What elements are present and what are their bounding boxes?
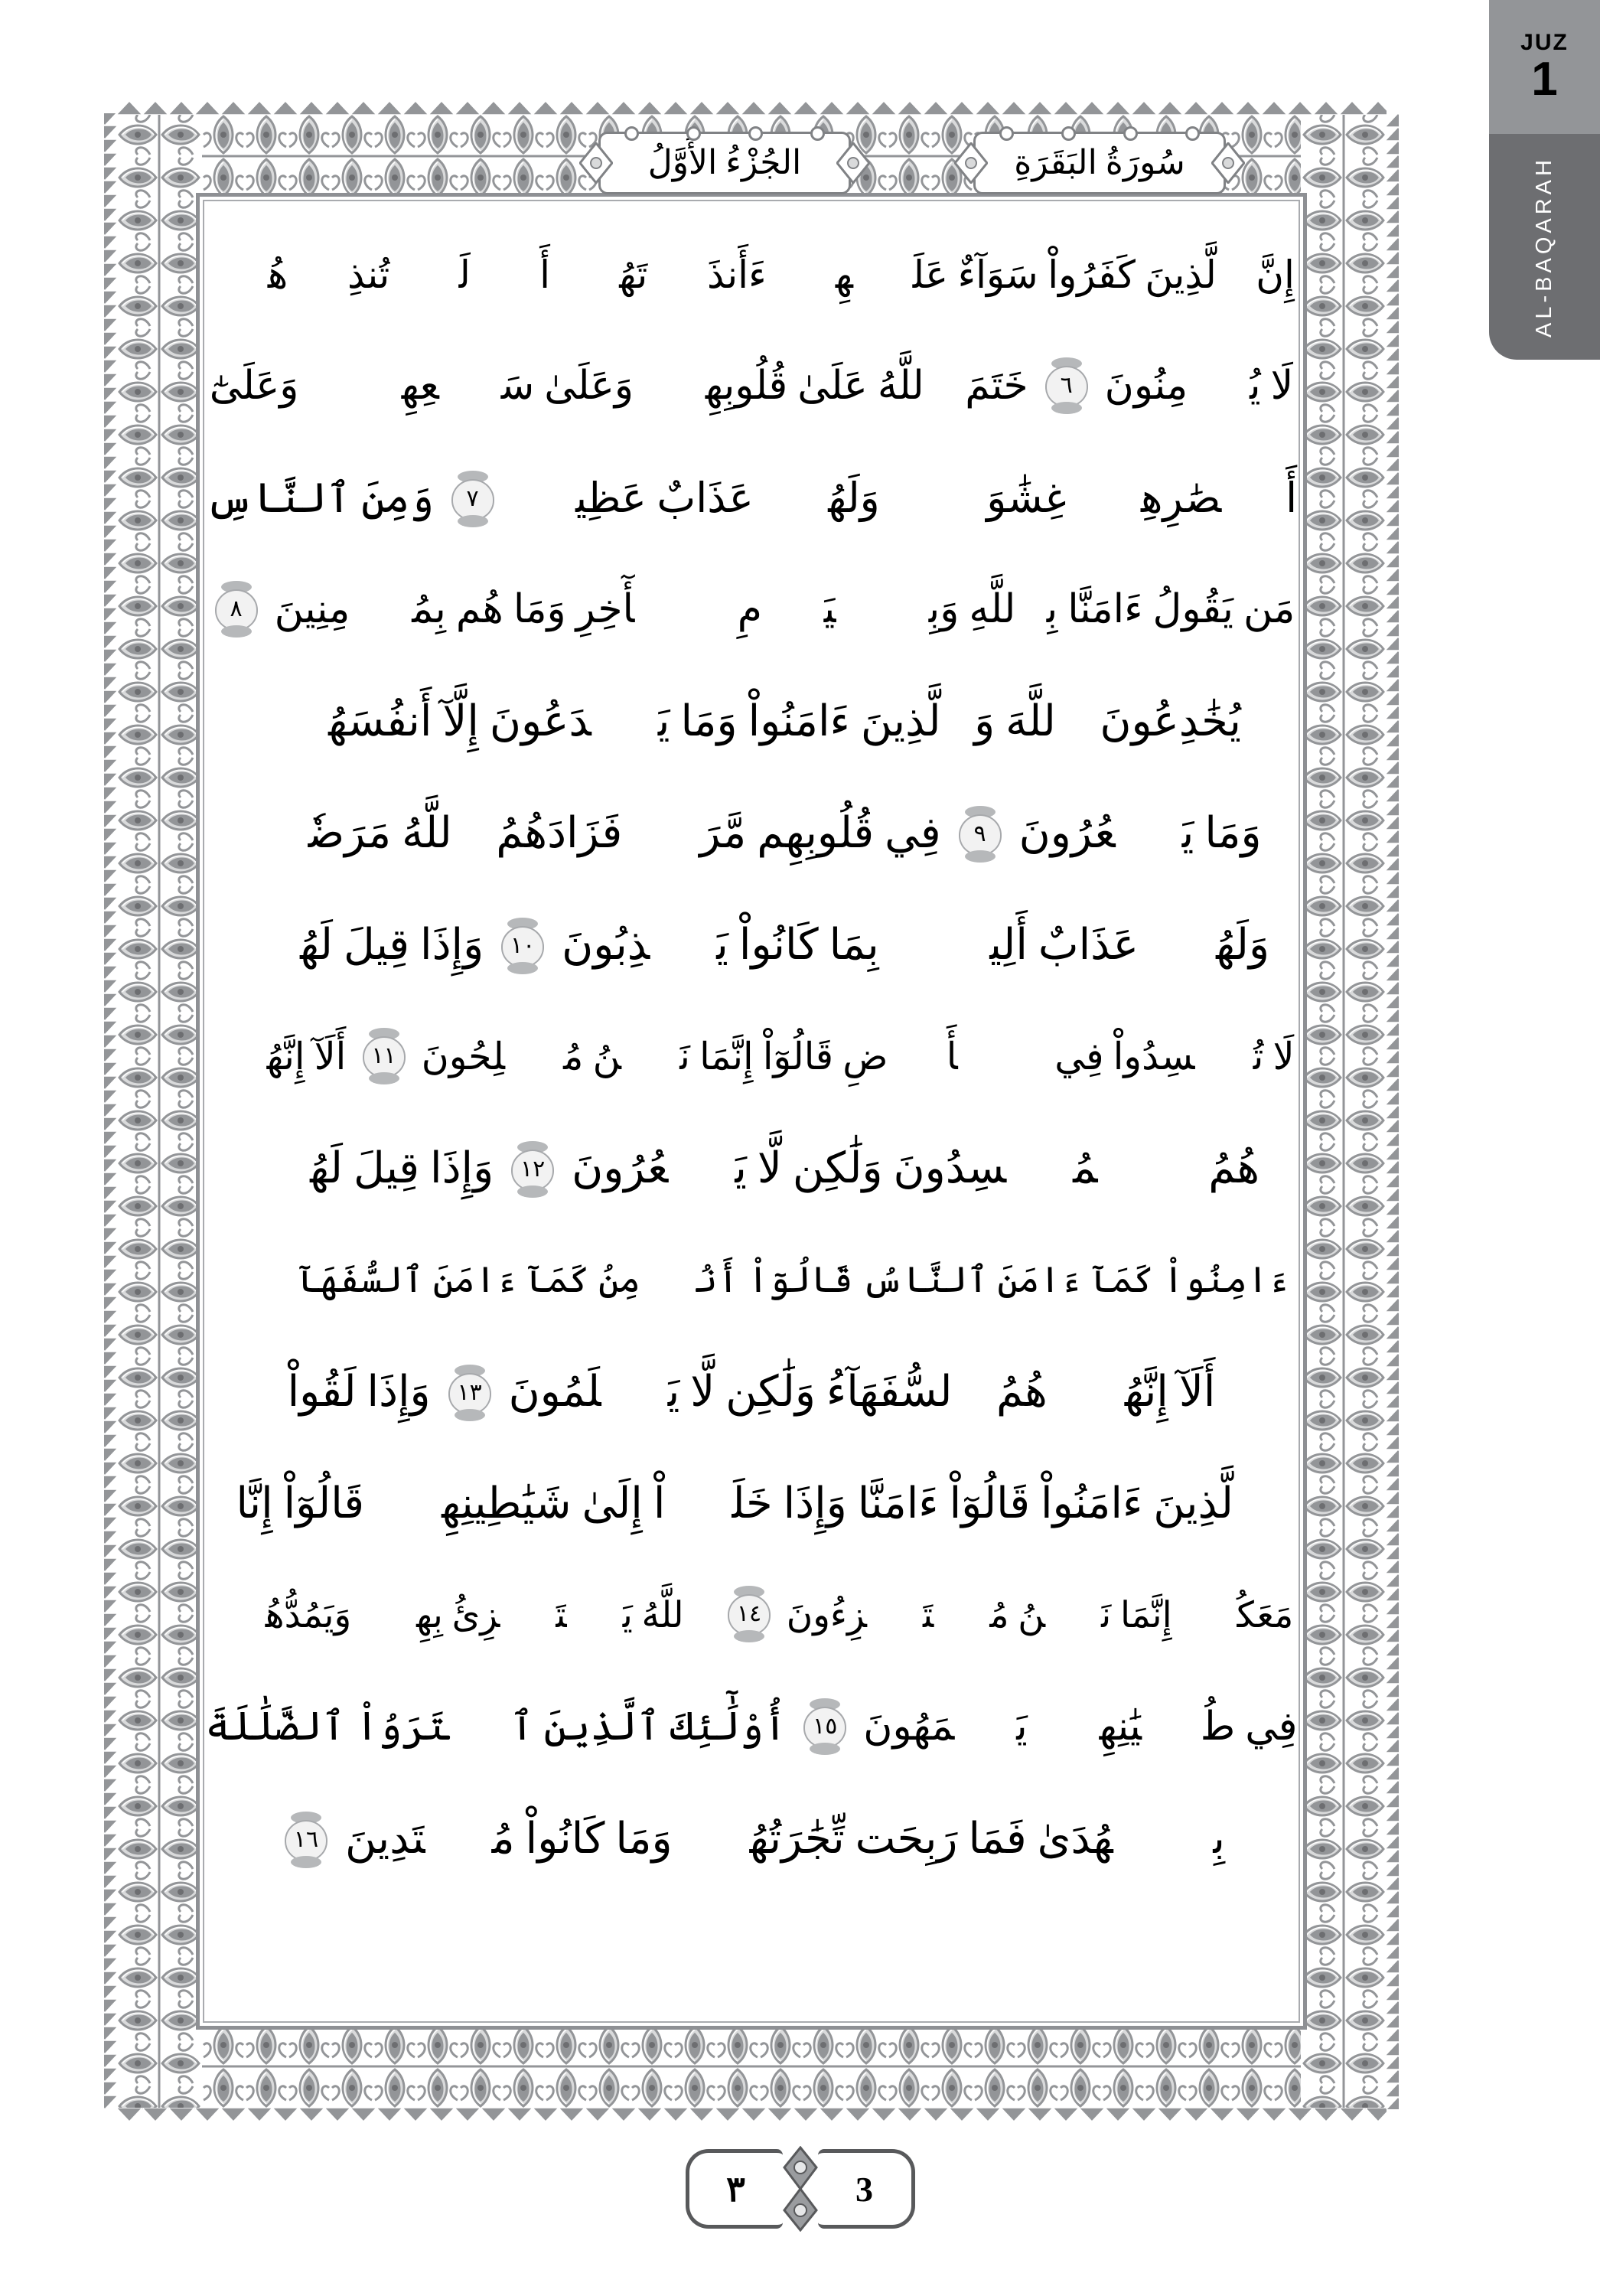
scallop-edge-right: [1385, 113, 1399, 2109]
ayah-number-marker[interactable]: [1043, 362, 1090, 409]
side-tab-group: [1489, 0, 1600, 360]
cartouche-studs: [601, 127, 849, 139]
ayah-text-segment: ٱللَّهُ يَسۡتَهۡزِئُ بِهِمۡ وَيَمُدُّهُمۡ: [209, 1596, 712, 1636]
quran-text-line: [205, 889, 1298, 1001]
ornament-border-right: [1301, 113, 1387, 2109]
quran-text-line: [205, 331, 1298, 442]
ayah-number-marker[interactable]: [213, 585, 260, 633]
page-number-arabic: ٣: [686, 2149, 783, 2229]
quran-text-line: [205, 219, 1298, 331]
ayah-number-marker[interactable]: [725, 1590, 773, 1638]
ayah-number-marker[interactable]: [282, 1816, 330, 1864]
ayah-text-segment: لَا تُفۡسِدُواْ فِي ٱلۡأَرۡضِ قَالُوٓاْ إِنَّمَا نَحۡنُ مُصۡلِحُونَ: [421, 1035, 1295, 1078]
cartouche-lozenge-icon: [836, 142, 870, 184]
ayah-text-segment: أَبۡصَٰرِهِمۡ غِشَٰوَةٞۖ وَلَهُمۡ عَذَابٌ عَظِيمٞ: [511, 475, 1298, 521]
ayah-text-segment: أَلَآ إِنَّهُمۡ هُمُ ٱلسُّفَهَآءُ وَلَٰكِن لَّا يَعۡلَمُونَ: [508, 1368, 1216, 1416]
quran-text-line: [205, 1113, 1298, 1225]
ornament-border-bottom: [116, 2024, 1387, 2109]
ayah-text-segment: فِي قُلُوبِهِم مَّرَضٞ فَزَادَهُمُ ٱللَّهُ مَرَضٗاۖ: [241, 810, 941, 857]
cartouche-lozenge-icon: [954, 142, 988, 184]
ayah-text-segment: أَلَآ إِنَّهُمۡ: [208, 1035, 347, 1078]
cartouche-lozenge-icon: [1211, 142, 1245, 184]
quran-text-line: [205, 778, 1298, 889]
cartouche-studs: [976, 127, 1224, 139]
ayah-text-segment: خَتَمَ ٱللَّهُ عَلَىٰ قُلُوبِهِمۡ وَعَلَىٰ سَمۡعِهِمۡۖ وَعَلَىٰٓ: [209, 364, 1028, 408]
ayah-text-segment: مَعَكُمۡ إِنَّمَا نَحۡنُ مُسۡتَهۡزِءُونَ: [786, 1596, 1294, 1636]
quran-text-line: [205, 1001, 1298, 1113]
quran-text-line: [205, 1560, 1298, 1671]
ayah-text-segment: وَإِذَا لَقُواْ: [287, 1368, 431, 1416]
ayah-text-segment: وَإِذَا قِيلَ لَهُمۡ: [233, 921, 484, 969]
page-number-latin: 3: [818, 2149, 915, 2229]
cartouche-knot-icon: [783, 2146, 818, 2232]
ayah-text-segment: يُخَٰدِعُونَ ٱللَّهَ وَٱلَّذِينَ ءَامَنُواْ وَمَا يَخۡدَعُونَ إِلَّآ أَنفُسَهُمۡ: [262, 698, 1241, 745]
juz-tab-label: JUZ: [1520, 29, 1569, 55]
ayah-number-text: ١٠: [510, 933, 536, 958]
ayah-text-segment: إِنَّ ٱلَّذِينَ كَفَرُواْ سَوَآءٌ عَلَيۡهِمۡ ءَأَنذَرۡتَهُمۡ أَمۡ لَمۡ تُنذِرۡهُمۡ: [208, 253, 1295, 296]
ayah-number-text: ١٣: [457, 1380, 482, 1405]
juz-tab-number: 1: [1531, 52, 1558, 106]
ayah-text-segment: فِي طُغۡيَٰنِهِمۡ يَعۡمَهُونَ: [863, 1705, 1298, 1749]
ayah-number-text: ٦: [1060, 373, 1073, 398]
ayah-text-segment: ٱلَّذِينَ ءَامَنُواْ قَالُوٓاْ ءَامَنَّا وَإِذَا خَلَوۡاْ إِلَىٰ شَيَٰطِينِهِمۡ قَالُوٓاْ إِنَّا: [236, 1480, 1267, 1528]
quran-text-line: [205, 1336, 1298, 1448]
scallop-edge-top: [116, 101, 1387, 115]
ayah-number-marker[interactable]: [956, 810, 1004, 858]
ayah-number-text: ٩: [973, 821, 986, 846]
ayah-text-segment: ءَامِنُواْ كَمَآ ءَامَنَ ٱلنَّاسُ قَالُوٓاْ أَنُؤۡمِنُ كَمَآ ءَامَنَ ٱلسُّفَهَآءُۗ: [213, 1261, 1289, 1300]
ayah-number-text: ١٥: [813, 1714, 838, 1739]
ayah-number-marker[interactable]: [509, 1146, 556, 1193]
juz-tab[interactable]: [1489, 0, 1600, 134]
ayah-number-text: ٨: [230, 596, 243, 621]
ayah-text-segment: مَن يَقُولُ ءَامَنَّا بِٱللَّهِ وَبِٱلۡيَوۡمِ ٱلۡأٓخِرِ وَمَا هُم بِمُؤۡمِنِينَ: [274, 588, 1295, 631]
ayah-text-segment: وَلَهُمۡ عَذَابٌ أَلِيمُۢ بِمَا كَانُواْ يَكۡذِبُونَ: [562, 921, 1270, 969]
ayah-text-segment: بِٱلۡهُدَىٰ فَمَا رَبِحَت تِّجَٰرَتُهُمۡ وَمَا كَانُواْ مُهۡتَدِينَ: [345, 1815, 1225, 1863]
ayah-number-marker[interactable]: [801, 1703, 849, 1750]
ayah-number-marker[interactable]: [499, 922, 546, 970]
surah-tab-label: AL-BAQARAH: [1532, 156, 1557, 338]
surah-title-text: سُورَةُ البَقَرَةِ: [1014, 144, 1185, 181]
ornament-border-left: [116, 113, 202, 2109]
ayah-number-text: ٧: [466, 486, 479, 511]
quran-text-line: [205, 442, 1298, 554]
ayah-number-marker[interactable]: [446, 1369, 494, 1417]
juz-title-text: الجُزْءُ الأَوَّلُ: [647, 144, 802, 181]
ayah-text-segment: هُمُ ٱلۡمُفۡسِدُونَ وَلَٰكِن لَّا يَشۡعُرُونَ: [572, 1145, 1260, 1192]
page-header: [116, 130, 1387, 196]
ayah-number-marker[interactable]: [360, 1032, 408, 1080]
scallop-edge-bottom: [116, 2108, 1387, 2122]
page-number-cartouche: [686, 2143, 915, 2235]
surah-title-cartouche: [973, 132, 1226, 194]
ayah-number-text: ١٢: [520, 1156, 546, 1182]
juz-title-cartouche: [598, 132, 851, 194]
quran-text-line: [205, 1448, 1298, 1560]
ayah-number-marker[interactable]: [449, 475, 497, 523]
quran-text-line: [205, 554, 1298, 666]
cartouche-lozenge-icon: [579, 142, 613, 184]
ayah-text-segment: أُوْلَٰٓئِكَ ٱلَّذِينَ ٱشۡتَرَوُاْ ٱلضَّلَٰلَةَ: [205, 1705, 787, 1749]
quran-text-line: [205, 1783, 1298, 1895]
ayah-number-text: ١٤: [736, 1601, 762, 1626]
ayah-text-segment: وَمِنَ ٱلنَّاسِ: [205, 475, 435, 521]
quran-text-line: [205, 666, 1298, 778]
quran-text-line: [205, 1225, 1298, 1336]
ayah-text-segment: لَا يُؤۡمِنُونَ: [1104, 364, 1294, 408]
ayah-number-text: ١٦: [293, 1827, 319, 1852]
scallop-edge-left: [104, 113, 118, 2109]
mushaf-page-frame: [116, 113, 1387, 2109]
quran-text-line: [205, 1671, 1298, 1783]
ayah-number-text: ١١: [371, 1043, 396, 1068]
surah-tab[interactable]: [1489, 134, 1600, 360]
ayah-text-segment: وَإِذَا قِيلَ لَهُمۡ: [243, 1145, 494, 1192]
ayah-text-segment: وَمَا يَشۡعُرُونَ: [1018, 810, 1262, 857]
quran-text-block: [205, 205, 1298, 2017]
